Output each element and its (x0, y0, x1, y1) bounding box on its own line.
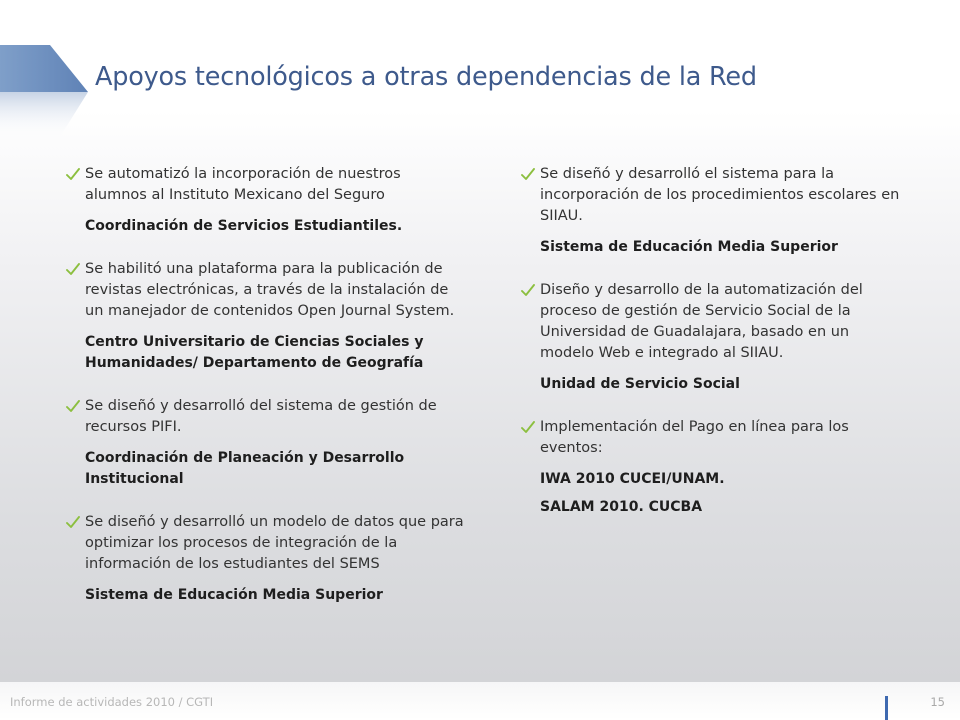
item-organization: Sistema de Educación Media Superior (85, 587, 383, 603)
list-item (521, 417, 906, 518)
checkmark-icon (521, 284, 535, 297)
checkmark-icon (66, 516, 80, 529)
item-description: Se diseñó y desarrolló del sistema de gestión de recursos PIFI. (85, 398, 437, 435)
list-item (66, 512, 466, 606)
left-column (66, 164, 466, 606)
list-item (66, 259, 466, 374)
checkmark-icon (66, 400, 80, 413)
item-description: Diseño y desarrollo de la automatización del proceso de gestión de Servicio Social de la Universidad de Guadalajara, basado en un modelo Web e integrado al SIIAU. (540, 282, 863, 361)
item-description: Se diseñó y desarrolló el sistema para la incorporación de los procedimientos escolares en SIIAU. (540, 166, 900, 224)
list-item (66, 164, 466, 237)
right-column (521, 164, 906, 518)
item-description: Se automatizó la incorporación de nuestros alumnos al Instituto Mexicano del Seguro (85, 166, 401, 203)
checkmark-icon (66, 168, 80, 181)
item-description: Se diseñó y desarrolló un modelo de datos que para optimizar los procesos de integración de la información de los estudiantes del SEMS (85, 514, 464, 572)
slide-title: Apoyos tecnológicos a otras dependencias de la Red (95, 62, 757, 92)
footer-text: Informe de actividades 2010 / CGTI (10, 695, 214, 709)
item-organization: Unidad de Servicio Social (540, 376, 740, 392)
item-description: Se habilitó una plataforma para la publicación de revistas electrónicas, a través de la instalación de un manejador de contenidos Open Journal System. (85, 261, 455, 319)
item-description: Implementación del Pago en línea para los eventos: (540, 419, 849, 456)
item-organization: Coordinación de Servicios Estudiantiles. (85, 218, 403, 234)
footer-accent-bar (885, 696, 888, 720)
item-organization: IWA 2010 CUCEI/UNAM. (540, 471, 725, 487)
corner-chevron-graphic (0, 0, 100, 140)
list-item (66, 396, 466, 490)
checkmark-icon (521, 168, 535, 181)
item-organization: Coordinación de Planeación y Desarrollo Institucional (85, 450, 405, 487)
item-organization: Sistema de Educación Media Superior (540, 239, 838, 255)
list-item (521, 164, 906, 258)
list-item (521, 280, 906, 395)
item-organization: SALAM 2010. CUCBA (540, 499, 703, 515)
checkmark-icon (66, 263, 80, 276)
checkmark-icon (521, 421, 535, 434)
item-organization: Centro Universitario de Ciencias Sociales y Humanidades/ Departamento de Geografía (85, 334, 424, 371)
page-number: 15 (930, 695, 945, 709)
